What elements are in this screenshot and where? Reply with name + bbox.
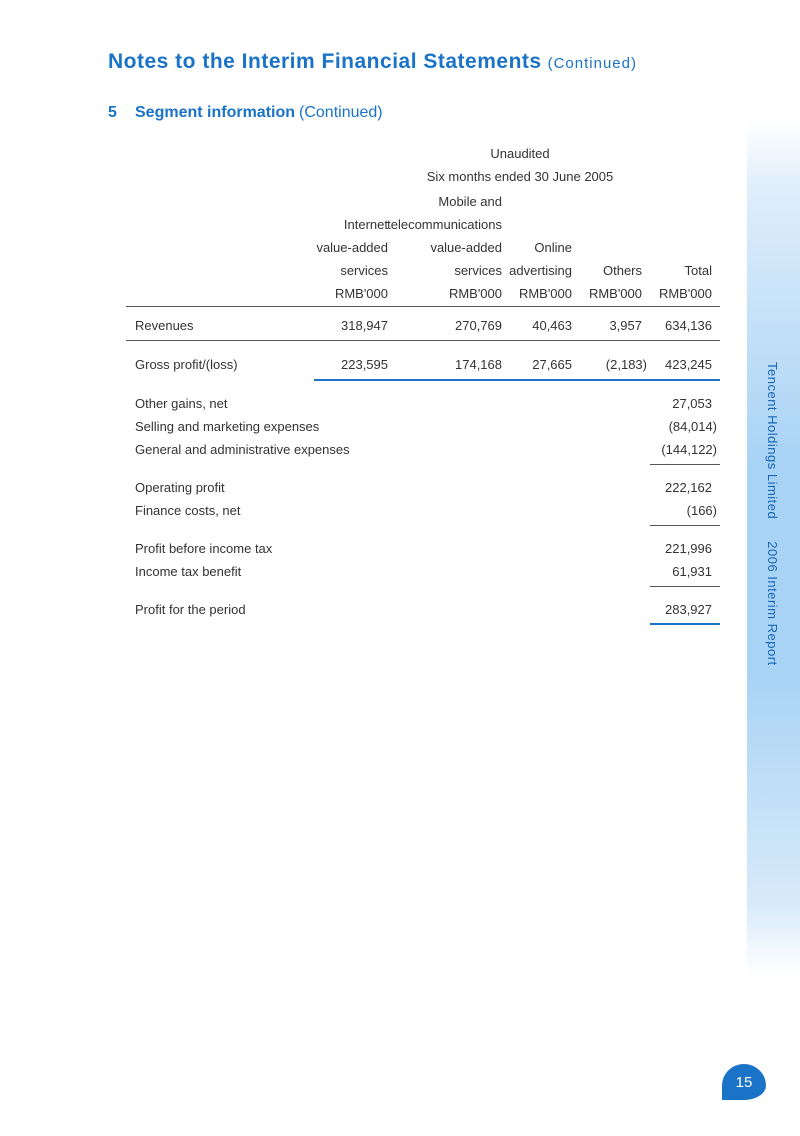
period-label: Six months ended 30 June 2005 xyxy=(426,169,614,184)
cell-revenues-total: 634,136 xyxy=(665,318,712,333)
header-rule xyxy=(126,306,720,307)
column-header-mobile xyxy=(380,190,502,305)
cell-profit-before-tax-total: 221,996 xyxy=(665,541,712,556)
cell-general-total: (144,122) xyxy=(661,442,717,457)
sidebar-caption xyxy=(750,362,780,702)
cell-revenues-internet: 318,947 xyxy=(341,318,388,333)
page-title-text: Notes to the Interim Financial Statements xyxy=(108,50,542,73)
cell-operating-profit-total: 222,162 xyxy=(665,480,712,495)
subtotal-rule-1 xyxy=(650,464,720,465)
section-suffix: (Continued) xyxy=(299,104,383,121)
column-header-line: Online xyxy=(534,240,572,255)
column-header-line: RMB'000 xyxy=(448,286,502,301)
column-header-line: RMB'000 xyxy=(518,286,572,301)
cell-gross-others: (2,183) xyxy=(605,357,647,372)
column-header-line: telecommunications xyxy=(387,217,502,232)
row-label-revenues: Revenues xyxy=(135,318,194,333)
gross-profit-double-rule xyxy=(314,379,720,381)
column-header-online xyxy=(502,236,572,305)
row-label-other-gains: Other gains, net xyxy=(135,396,228,411)
column-header-internet xyxy=(288,213,388,305)
column-header-line: RMB'000 xyxy=(588,286,642,301)
cell-gross-total: 423,245 xyxy=(665,357,712,372)
cell-selling-total: (84,014) xyxy=(668,419,717,434)
cell-revenues-online: 40,463 xyxy=(532,318,572,333)
row-label-operating-profit: Operating profit xyxy=(135,480,225,495)
unaudited-label: Unaudited xyxy=(490,146,550,161)
row-label-gross-profit: Gross profit/(loss) xyxy=(135,357,238,372)
cell-revenues-mobile: 270,769 xyxy=(455,318,502,333)
row-label-profit-before-tax: Profit before income tax xyxy=(135,541,273,556)
section-title: Segment information xyxy=(135,104,296,121)
row-label-income-tax: Income tax benefit xyxy=(135,564,242,579)
cell-gross-mobile: 174,168 xyxy=(455,357,502,372)
column-header-line: Total xyxy=(684,263,712,278)
page-title xyxy=(108,50,637,74)
column-header-line: RMB'000 xyxy=(658,286,712,301)
cell-gross-online: 27,665 xyxy=(532,357,572,372)
subtotal-rule-3 xyxy=(650,586,720,587)
row-label-general: General and administrative expenses xyxy=(135,442,350,457)
cell-gross-internet: 223,595 xyxy=(341,357,388,372)
cell-other-gains-total: 27,053 xyxy=(672,396,712,411)
column-header-line: value-added xyxy=(430,240,502,255)
column-header-line: services xyxy=(340,263,388,278)
sidebar-company: Tencent Holdings Limited xyxy=(765,362,780,520)
column-header-line: advertising xyxy=(509,263,572,278)
section-number: 5 xyxy=(108,104,117,121)
column-header-line: Internet xyxy=(343,217,388,232)
column-header-line: services xyxy=(454,263,502,278)
column-header-others xyxy=(576,259,642,305)
column-header-total xyxy=(646,259,712,305)
sidebar-report: 2006 Interim Report xyxy=(765,541,780,666)
subtotal-rule-2 xyxy=(650,525,720,526)
page-number: 15 xyxy=(722,1064,766,1100)
row-label-profit-period: Profit for the period xyxy=(135,602,246,617)
column-header-line: RMB'000 xyxy=(334,286,388,301)
column-header-line: Others xyxy=(602,263,642,278)
cell-revenues-others: 3,957 xyxy=(609,318,642,333)
row-label-finance-costs: Finance costs, net xyxy=(135,503,241,518)
cell-income-tax-total: 61,931 xyxy=(672,564,712,579)
cell-finance-costs-total: (166) xyxy=(686,503,717,518)
row-label-selling: Selling and marketing expenses xyxy=(135,419,320,434)
revenues-rule xyxy=(126,340,720,341)
final-double-rule xyxy=(650,623,720,625)
cell-profit-period-total: 283,927 xyxy=(665,602,712,617)
column-header-line: value-added xyxy=(316,240,388,255)
section-heading xyxy=(108,104,383,122)
page-title-suffix: (Continued) xyxy=(547,55,637,72)
column-header-line: Mobile and xyxy=(438,194,502,209)
